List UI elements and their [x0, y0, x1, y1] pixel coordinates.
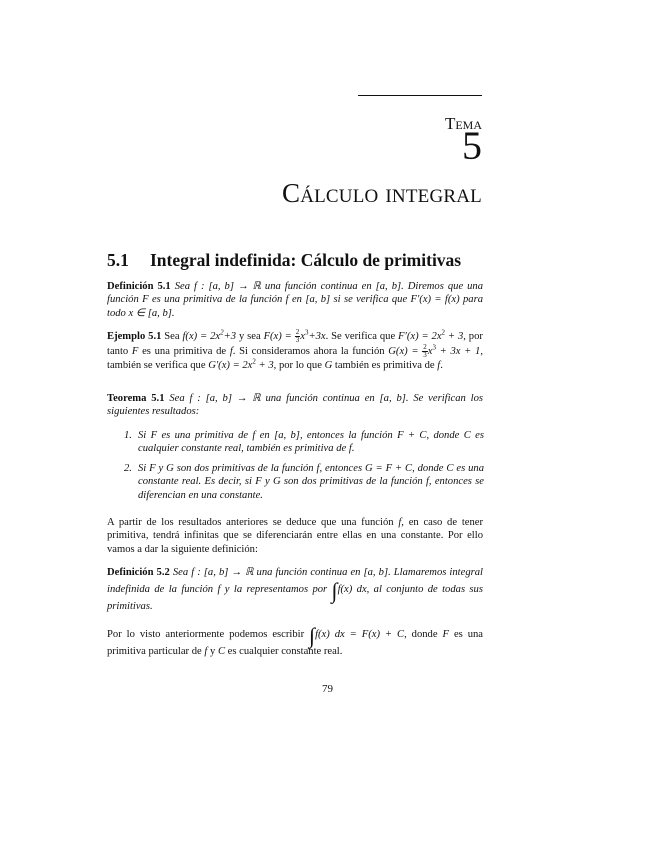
- exponent: 3: [304, 328, 309, 337]
- section-number: 5.1: [107, 250, 129, 270]
- text: .: [171, 307, 175, 319]
- text: es cualquier constante real.: [227, 646, 343, 657]
- theorem-5-1: [107, 392, 483, 419]
- list-item: [124, 429, 484, 456]
- chapter-title: Cálculo integral: [282, 178, 482, 208]
- exponent: 2: [252, 357, 256, 366]
- definition-label: Definición 5.1: [107, 281, 171, 292]
- math: + 3x + 1: [439, 346, 481, 357]
- math: f : [a, b] → ℝ: [194, 281, 261, 292]
- tema-label: Tema: [444, 114, 482, 133]
- definition-5-1: [107, 280, 483, 320]
- text: es una primitiva de la función: [151, 294, 283, 306]
- definition-label: Definición 5.2: [107, 567, 170, 578]
- section-heading: [107, 250, 487, 271]
- text: , en caso de tener primitiva, tendrá infinitas que se diferenciarán entre ellas en una constante. Por ello vamos a dar la siguiente definición:: [107, 517, 483, 555]
- text: Sea: [174, 281, 191, 292]
- paragraph-1: [107, 516, 483, 556]
- exponent: 2: [441, 328, 446, 337]
- text: en: [291, 294, 302, 306]
- math: f: [398, 517, 402, 528]
- math: [a, b]: [274, 430, 300, 441]
- math: f(x) = 2x: [182, 331, 221, 342]
- math: C: [463, 430, 471, 441]
- list-item: [124, 462, 484, 502]
- math: F: [150, 430, 158, 441]
- math: f(x) dx = F(x) + C: [315, 629, 405, 640]
- text: una función continua en: [265, 393, 375, 404]
- denominator: 3: [295, 336, 300, 344]
- text: son dos primitivas de la función: [283, 476, 423, 488]
- text: para todo: [107, 294, 483, 319]
- example-label: Ejemplo 5.1: [107, 331, 162, 342]
- text: Si: [138, 430, 147, 441]
- numerator: 2: [295, 328, 300, 336]
- text: y sea: [238, 331, 261, 342]
- text: , por tanto: [107, 331, 483, 357]
- math: [a, b]: [363, 567, 389, 578]
- text: .: [351, 443, 355, 455]
- math: + 3: [447, 331, 464, 342]
- text: . Si consideramos ahora la función: [232, 346, 385, 357]
- numerator: 2: [423, 343, 427, 351]
- math: x ∈ [a, b]: [128, 307, 172, 319]
- definition-5-2: [107, 564, 483, 615]
- math: G′(x) = 2x: [208, 360, 253, 371]
- item-number: 1.: [124, 430, 132, 441]
- math: F + C: [397, 430, 427, 441]
- text: , por lo que: [273, 360, 322, 371]
- math: f: [229, 346, 233, 357]
- text: , donde: [426, 430, 460, 441]
- math: + 3: [258, 360, 274, 371]
- text: una función continua en: [264, 281, 372, 292]
- math: G: [324, 360, 333, 371]
- text: . Llamaremos integral indefinida de la función: [107, 567, 483, 595]
- math: F′(x) =: [398, 331, 429, 342]
- math: f : [a, b] → ℝ: [191, 567, 254, 578]
- text: también es primitiva de: [334, 360, 435, 371]
- math: f: [252, 430, 256, 441]
- denominator: 3: [423, 351, 427, 359]
- math: +3x: [308, 331, 326, 342]
- text: Por lo visto anteriormente podemos escribir: [107, 629, 305, 640]
- math: F: [149, 462, 156, 474]
- chapter-rule: [358, 95, 482, 96]
- math: f : [a, b] → ℝ: [189, 393, 261, 404]
- math: x: [427, 346, 433, 357]
- paragraph-2: [107, 623, 483, 660]
- math: [a, b]: [375, 281, 402, 292]
- text: y: [209, 646, 216, 657]
- text: son dos primitivas de la función: [176, 462, 314, 474]
- math: [a, b]: [379, 393, 406, 404]
- math: C: [217, 646, 226, 657]
- text: Sea: [172, 567, 189, 578]
- item-number: 2.: [124, 462, 132, 474]
- theorem-label: Teorema 5.1: [107, 393, 165, 404]
- section-title: Integral indefinida: Cálculo de primitivas: [150, 250, 462, 270]
- math: G(x) =: [388, 346, 419, 357]
- chapter-number: 5: [462, 123, 482, 168]
- text: es una primitiva de: [161, 430, 249, 441]
- math: G: [272, 476, 281, 488]
- math: [a, b]: [305, 294, 331, 306]
- text: Sea: [169, 393, 185, 404]
- math: 2x: [431, 331, 442, 342]
- math: [182, 328, 237, 342]
- math: F(x) =: [263, 331, 292, 342]
- text: , al conjunto de todas sus primitivas.: [107, 584, 483, 612]
- math: f: [437, 360, 441, 371]
- text: es una primitiva de: [142, 346, 227, 357]
- math: G: [166, 462, 174, 474]
- math: f: [425, 476, 429, 488]
- text: .: [440, 360, 443, 371]
- theorem-list: [124, 429, 484, 508]
- text: en: [259, 430, 270, 441]
- text: , donde: [412, 462, 444, 474]
- math: x: [300, 331, 305, 342]
- text: . Diremos que una función: [107, 281, 484, 306]
- math: F: [142, 294, 149, 306]
- example-5-1: [107, 329, 483, 372]
- text: , entonces: [319, 462, 363, 474]
- integral-sign: ∫: [331, 578, 338, 603]
- exponent: 2: [220, 328, 224, 337]
- text: . Se verifica que: [325, 331, 396, 342]
- math: f: [348, 443, 352, 455]
- math: C: [446, 462, 454, 474]
- text: es una constante real. Es decir, si: [138, 462, 485, 488]
- math: G = F + C: [364, 462, 413, 474]
- text: Si: [138, 462, 147, 474]
- math: F: [131, 346, 139, 357]
- text: y: [158, 462, 164, 474]
- math: F: [255, 476, 262, 488]
- text: es cualquier constante real, también es primitiva de: [138, 430, 484, 455]
- math: f: [204, 646, 208, 657]
- text: Sea: [164, 331, 180, 342]
- text: , donde: [404, 629, 438, 640]
- math: f: [217, 584, 221, 595]
- math: +3: [223, 331, 237, 342]
- math: f: [285, 294, 289, 306]
- text: y: [264, 476, 270, 488]
- text: , entonces la función: [299, 430, 393, 441]
- text: . Se verifican los siguientes resultados:: [107, 393, 484, 418]
- integral-sign: ∫: [309, 623, 316, 648]
- text: si se verifica que: [333, 294, 408, 306]
- text: y la representamos por: [224, 584, 328, 595]
- text: , entonces se diferencian en una constante.: [138, 476, 484, 501]
- page-number: 79: [322, 683, 333, 695]
- math: f: [316, 462, 320, 474]
- math: F: [442, 629, 449, 640]
- text: es una primitiva particular de: [107, 629, 483, 657]
- text: , también se verifica que: [107, 346, 483, 371]
- exponent: 3: [432, 343, 436, 352]
- text: una función continua en: [256, 567, 361, 578]
- math: f(x) dx: [337, 584, 367, 595]
- math: F′(x) = f(x): [410, 294, 460, 306]
- text: A partir de los resultados anteriores se deduce que una función: [107, 517, 394, 528]
